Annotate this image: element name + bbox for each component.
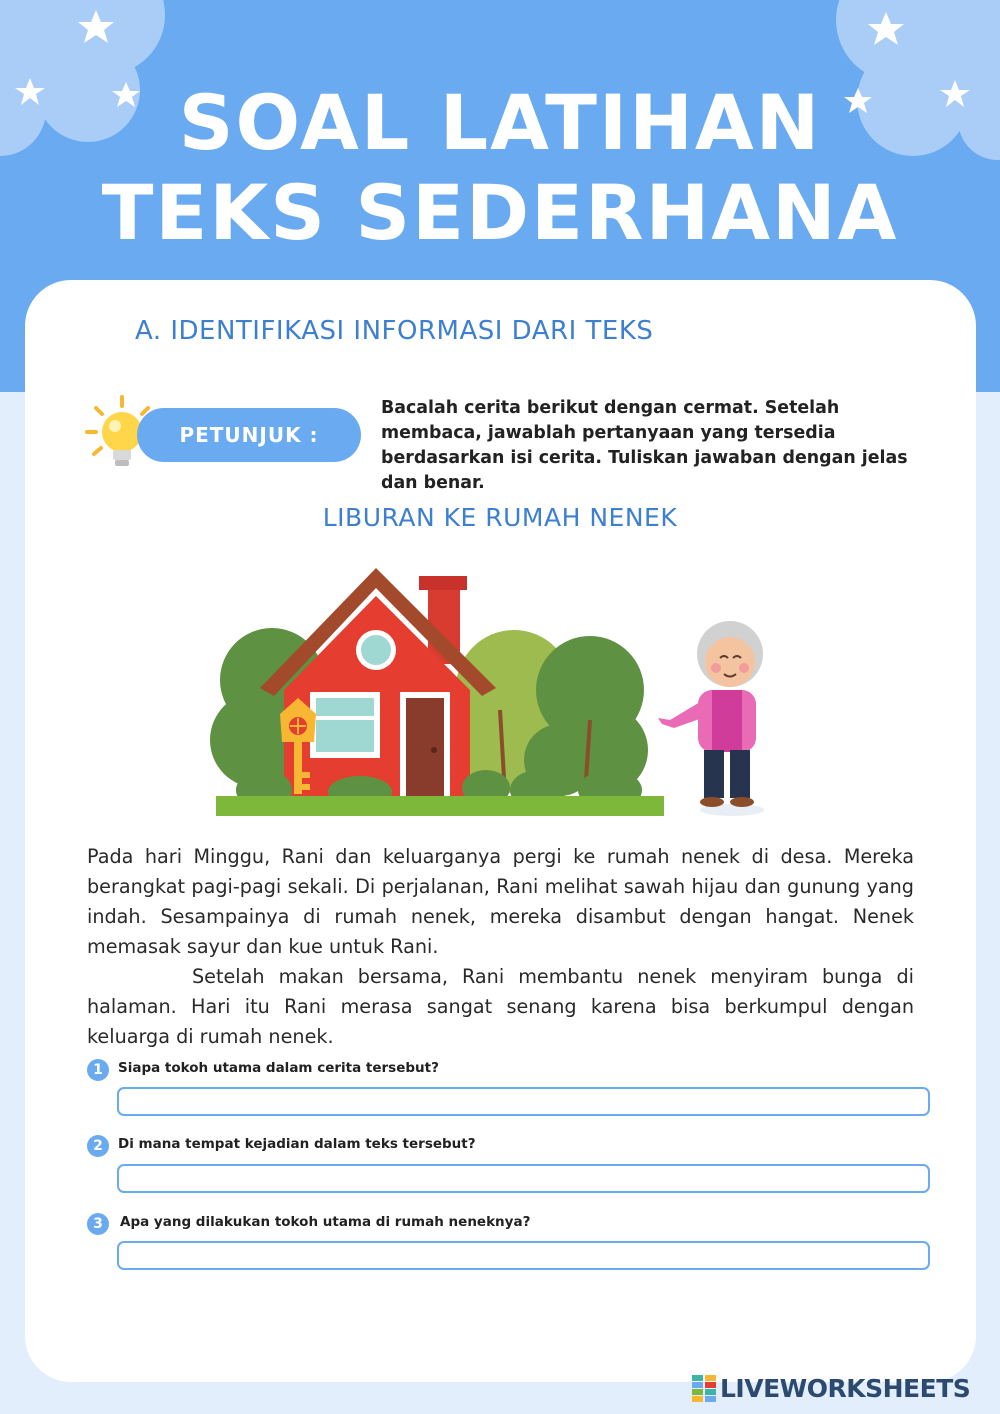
house-illustration [200,560,780,825]
answer-field-2[interactable] [117,1164,930,1193]
question-number-3: 3 [87,1213,109,1235]
story-paragraph-2: Setelah makan bersama, Rani membantu nenek menyiram bunga di halaman. Hari itu Rani merasa sangat senang karena bisa berkumpul dengan keluarga di rumah nenek. [87,965,914,1048]
instructions-label: PETUNJUK : [179,423,319,447]
instructions-text: Bacalah cerita berikut dengan cermat. Setelah membaca, jawablah pertanyaan yang tersedia berdasarkan isi cerita. Tuliskan jawaban dengan jelas dan benar. [381,398,908,493]
grandmother-illustration [658,621,764,816]
question-text-1: Siapa tokoh utama dalam cerita tersebut? [118,1060,439,1076]
liveworksheets-logo[interactable] [692,1374,970,1403]
question-text-3: Apa yang dilakukan tokoh utama di rumah neneknya? [120,1214,531,1230]
story-paragraph-1: Pada hari Minggu, Rani dan keluarganya pergi ke rumah nenek di desa. Mereka berangkat pagi-pagi sekali. Di perjalanan, Rani melihat sawah hijau dan gunung yang indah. Sesampainya di rumah nenek, mereka disambut dengan hangat. Nenek memasak sayur dan kue untuk Rani. [87,845,914,958]
worksheet-title [0,78,1000,258]
answer-field-3[interactable] [117,1241,930,1270]
question-text-2: Di mana tempat kejadian dalam teks tersebut? [118,1136,476,1152]
question-number-1: 1 [87,1059,109,1081]
liveworksheets-logo-icon [692,1375,716,1403]
story-text [87,842,914,1052]
title-line-1: SOAL LATIHAN [178,78,822,167]
title-line-2: TEKS SEDERHANA [101,168,899,257]
section-title: A. IDENTIFIKASI INFORMASI DARI TEKS [135,316,654,346]
liveworksheets-logo-text: LIVEWORKSHEETS [720,1374,971,1403]
question-number-2: 2 [87,1135,109,1157]
answer-field-1[interactable] [117,1087,930,1116]
instructions-label-pill [137,408,361,462]
story-title: LIBURAN KE RUMAH NENEK [322,503,678,532]
